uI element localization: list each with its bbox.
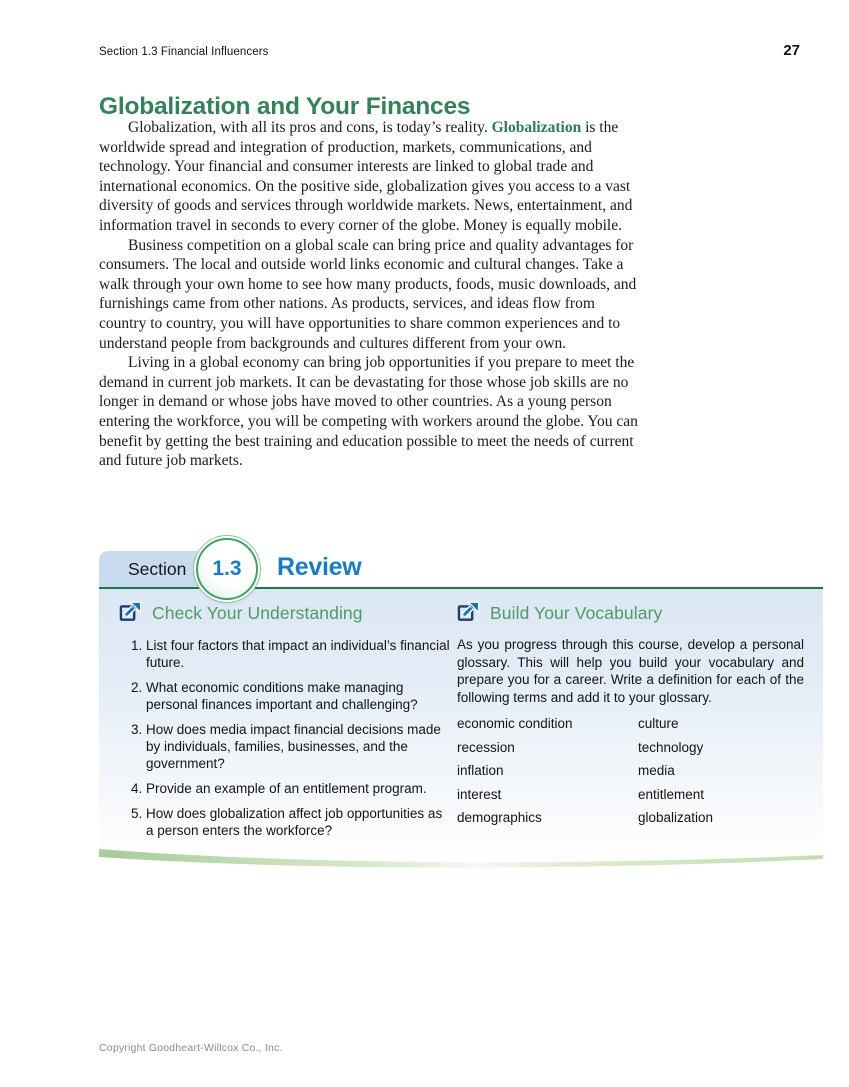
section-number-badge xyxy=(196,538,258,600)
page-title: Globalization and Your Finances xyxy=(99,93,471,121)
paragraph-1-text: Globalization, with all its pros and cons, is today’s reality. xyxy=(128,119,492,136)
paragraph-2: Business competition on a global scale can bring price and quality advantages for consumers. The local and outside world links economic and cultural changes. Take a walk through your own home to see how many products, foods, music downloads, and furnishings came from other nations. As products, services, and ideas flow from country to country, you will have opportunities to share common experiences and to understand people from backgrounds and cultures different from your own. xyxy=(99,236,637,352)
vocab-term: interest xyxy=(457,786,502,802)
review-section-tab-label: Section xyxy=(128,558,187,579)
check-heading-row xyxy=(119,600,450,627)
vocab-term: demographics xyxy=(457,810,542,826)
vocab-term: media xyxy=(638,763,675,779)
vocab-term: entitlement xyxy=(638,786,705,802)
vocab-term: culture xyxy=(638,716,679,732)
review-title: Review xyxy=(277,553,362,581)
page-number: 27 xyxy=(783,42,800,59)
review-questions-list xyxy=(119,637,450,839)
decorative-swoosh xyxy=(99,846,823,872)
build-your-vocabulary-column xyxy=(457,600,804,825)
question-item: 5. How does globalization affect job opportunities as a person enters the workforce? xyxy=(146,805,450,839)
vocab-intro: As you progress through this course, develop a personal glossary. This will help you build your vocabulary and prepare you for a career. Write a definition for each of the following terms and add it to your glossary. xyxy=(457,637,804,705)
section-review-box xyxy=(99,538,823,872)
section-number-label: 1.3 xyxy=(212,557,242,580)
vocab-term: technology xyxy=(638,739,704,755)
vocab-heading-row xyxy=(457,600,804,627)
running-head-section: Section 1.3 Financial Influencers xyxy=(99,46,269,58)
paragraph-1 xyxy=(99,118,640,236)
check-your-understanding-column xyxy=(119,600,450,847)
vocab-heading: Build Your Vocabulary xyxy=(490,603,663,623)
vocab-term: inflation xyxy=(457,763,504,779)
share-arrow-icon xyxy=(457,600,481,627)
vocab-term: economic condition xyxy=(457,716,573,732)
question-item: 1. List four factors that impact an individual’s financial future. xyxy=(146,637,450,671)
vocab-term: recession xyxy=(457,739,515,755)
vocab-terms-grid xyxy=(457,716,804,825)
question-item: 4. Provide an example of an entitlement program. xyxy=(146,780,450,797)
key-term-globalization: Globalization xyxy=(491,119,582,136)
question-item: 2. What economic conditions make managing personal finances important and challenging? xyxy=(146,679,450,713)
body-copy xyxy=(99,118,640,471)
question-item: 3. How does media impact financial decisions made by individuals, families, businesses, and the government? xyxy=(146,721,450,772)
running-head xyxy=(99,42,800,59)
check-heading: Check Your Understanding xyxy=(152,603,363,623)
paragraph-3: Living in a global economy can bring job opportunities if you prepare to meet the demand in current job markets. It can be devastating for those whose job skills are no longer in demand or whose jobs have moved to other countries. As a young person entering the workforce, you will be competing with workers around the globe. You can benefit by getting the best training and education possible to meet the needs of current and future job markets. xyxy=(99,354,638,470)
paragraph-1-rest: is the worldwide spread and integration of production, markets, communications, and technology. Your financial and consumer interests are linked to global trade and international economics. On the positive side, globalization gives you access to a vast diversity of goods and services through worldwide markets. News, entertainment, and information travel in seconds to every corner of the globe. Money is equally mobile. xyxy=(99,119,633,234)
vocab-term: globalization xyxy=(638,810,714,826)
share-arrow-icon xyxy=(119,600,143,627)
copyright-footer: Copyright Goodheart-Willcox Co., Inc. xyxy=(99,1042,283,1054)
